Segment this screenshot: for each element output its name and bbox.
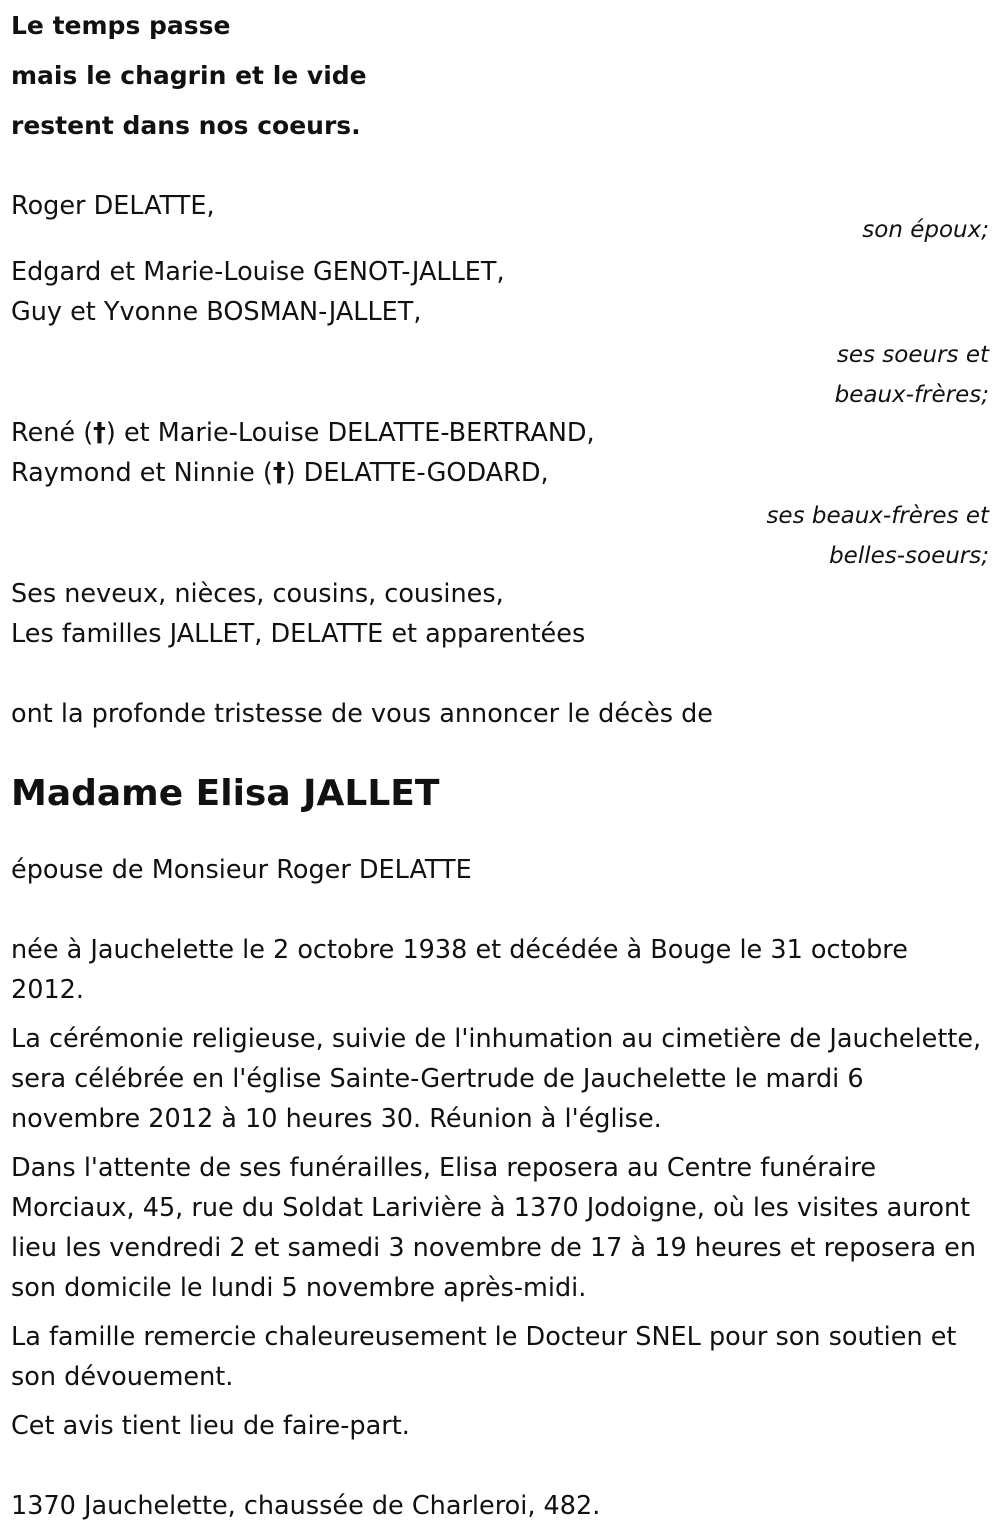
obituary-paragraphs [11,930,989,1446]
family-role-line: beaux-frères; [834,382,989,408]
family-role [11,496,989,576]
paragraph-birth-death: née à Jauchelette le 2 octobre 1938 et décédée à Bouge le 31 octobre 2012. [11,935,908,1005]
spouse-of: épouse de Monsieur Roger DELATTE [11,855,472,885]
family-list [11,186,989,654]
verse-line: mais le chagrin et le vide [11,61,367,90]
announcement: ont la profonde tristesse de vous annoncer le décès de [11,699,713,729]
cross-symbol: † [272,458,286,488]
cross-symbol: † [93,418,106,448]
family-name: Raymond et Ninnie (†) DELATTE-GODARD, [11,458,549,488]
deceased-name: Madame Elisa JALLET [11,773,440,814]
family-role-line: ses soeurs et [836,342,989,368]
paragraph-visits: Dans l'attente de ses funérailles, Elisa reposera au Centre funéraire Morciaux, 45, rue du Soldat Larivière à 1370 Jodoigne, où les visites auront lieu les vendredi 2 et samedi 3 novembre de 17 à 19 heures et reposera en son domicile le lundi 5 novembre après-midi. [11,1153,977,1303]
family-name: Edgard et Marie-Louise GENOT-JALLET, [11,257,505,287]
obituary-notice [11,0,989,1526]
family-name: René (†) et Marie-Louise DELATTE-BERTRAND, [11,418,595,448]
family-role-line: ses beaux-frères et [766,503,989,529]
verse-line: restent dans nos coeurs. [11,111,361,140]
family-name: Les familles JALLET, DELATTE et apparentées [11,619,586,649]
memorial-verse [11,1,989,151]
family-role [11,335,989,415]
family-name: Ses neveux, nièces, cousins, cousines, [11,579,504,609]
family-group-others [11,574,989,654]
family-group-inlaws [11,413,989,576]
verse-line: Le temps passe [11,11,231,40]
paragraph-ceremony: La cérémonie religieuse, suivie de l'inhumation au cimetière de Jauchelette, sera célébrée en l'église Sainte-Gertrude de Jauchelette le mardi 6 novembre 2012 à 10 heures 30. Réunion à l'église. [11,1024,982,1134]
family-role-line: belles-soeurs; [829,543,989,569]
family-name: Roger DELATTE, [11,191,215,221]
paragraph-thanks: La famille remercie chaleureusement le Docteur SNEL pour son soutien et son dévouement. [11,1322,957,1392]
family-group-spouse [11,186,989,250]
family-role: son époux; [862,217,989,243]
family-group-siblings [11,252,989,415]
paragraph-notice: Cet avis tient lieu de faire-part. [11,1411,410,1441]
address: 1370 Jauchelette, chaussée de Charleroi, 482. [11,1491,601,1521]
family-name: Guy et Yvonne BOSMAN-JALLET, [11,297,422,327]
